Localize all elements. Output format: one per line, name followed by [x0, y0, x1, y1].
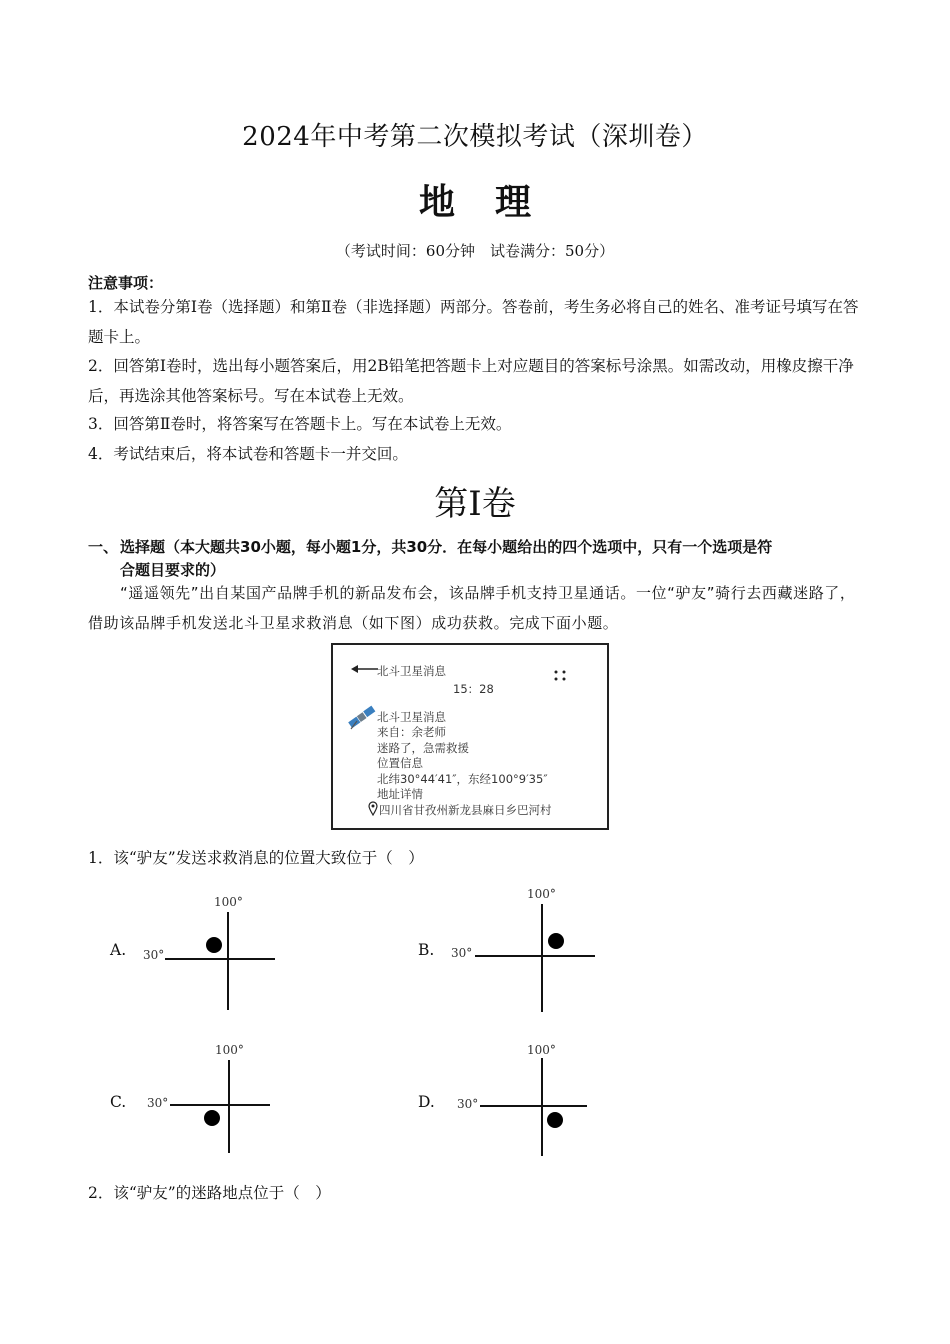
notice-item-4: 4．考试结束后，将本试卷和答题卡一并交回。 [88, 445, 408, 463]
passage: “遥遥领先”出自某国产品牌手机的新品发布会，该品牌手机支持卫星通话。一位“驴友”骑行去西藏迷路了，借助该品牌手机发送北斗卫星求救消息（如下图）成功获救。完成下面小题。 [88, 584, 856, 632]
address-label: 地址详情 [377, 787, 423, 801]
option-d-longitude: 100° [527, 1043, 556, 1057]
location-dot [547, 1112, 563, 1128]
notice-item-2: 2．回答第Ⅰ卷时，选出每小题答案后，用2B铅笔把答题卡上对应题目的答案标号涂黑。如需改动，用橡皮擦干净后，再选涂其他答案标号。写在本试卷上无效。 [88, 357, 854, 405]
option-d-grid [475, 1058, 595, 1158]
notice-item-1: 1．本试卷分第Ⅰ卷（选择题）和第Ⅱ卷（非选择题）两部分。答卷前，考生务必将自己的姓名、准考证号填写在答题卡上。 [88, 298, 859, 346]
option-b-longitude: 100° [527, 887, 556, 901]
volume-title: 第Ⅰ卷 [434, 484, 516, 524]
beidou-message-figure [331, 643, 609, 830]
message-title: 北斗卫星消息 [377, 710, 446, 724]
option-a-longitude: 100° [214, 895, 243, 909]
option-a-label: A. [110, 941, 127, 959]
question-1: 1．该“驴友”发送求救消息的位置大致位于（ ） [88, 849, 424, 867]
back-arrow-icon [351, 664, 379, 674]
location-dot [206, 937, 222, 953]
option-c-label: C. [110, 1093, 127, 1111]
option-b-grid [470, 904, 600, 1014]
notice-item-3: 3．回答第Ⅱ卷时，将答案写在答题卡上。写在本试卷上无效。 [88, 415, 512, 433]
option-a-latitude: 30° [143, 948, 165, 962]
option-a-grid [160, 912, 280, 1012]
option-d-label: D. [418, 1093, 435, 1111]
section-number: 一、 [88, 538, 119, 556]
message-header: 北斗卫星消息 [377, 664, 446, 678]
satellite-icon [347, 705, 377, 731]
option-b-latitude: 30° [451, 946, 473, 960]
message-lost: 迷路了，急需救援 [377, 741, 469, 755]
option-c-longitude: 100° [215, 1043, 244, 1057]
option-c-latitude: 30° [147, 1096, 169, 1110]
question-2: 2．该“驴友”的迷路地点位于（ ） [88, 1184, 331, 1202]
exam-title: 2024年中考第二次模拟考试（深圳卷） [242, 122, 708, 152]
section-line-2: 合题目要求的） [120, 561, 226, 579]
section-line-1: 选择题（本大题共30小题，每小题1分，共30分．在每小题给出的四个选项中，只有一个选项是符 [120, 538, 773, 556]
location-pin-icon [368, 801, 378, 816]
location-dot [548, 933, 564, 949]
message-from: 来自：余老师 [377, 725, 446, 739]
notice-heading: 注意事项： [88, 274, 164, 292]
option-b-label: B. [418, 941, 435, 959]
more-dots-icon [553, 669, 567, 681]
message-time: 15：28 [453, 682, 494, 696]
position-label: 位置信息 [377, 756, 423, 770]
coordinates: 北纬30°44′41″，东经100°9′35″ [377, 772, 548, 786]
exam-info: （考试时间：60分钟 试卷满分：50分） [335, 242, 615, 260]
location-dot [204, 1110, 220, 1126]
option-c-grid [165, 1060, 275, 1155]
subject-title: 地理 [418, 182, 571, 223]
address: 四川省甘孜州新龙县麻日乡巴河村 [379, 803, 552, 817]
section-heading [88, 536, 868, 582]
option-d-latitude: 30° [457, 1097, 479, 1111]
